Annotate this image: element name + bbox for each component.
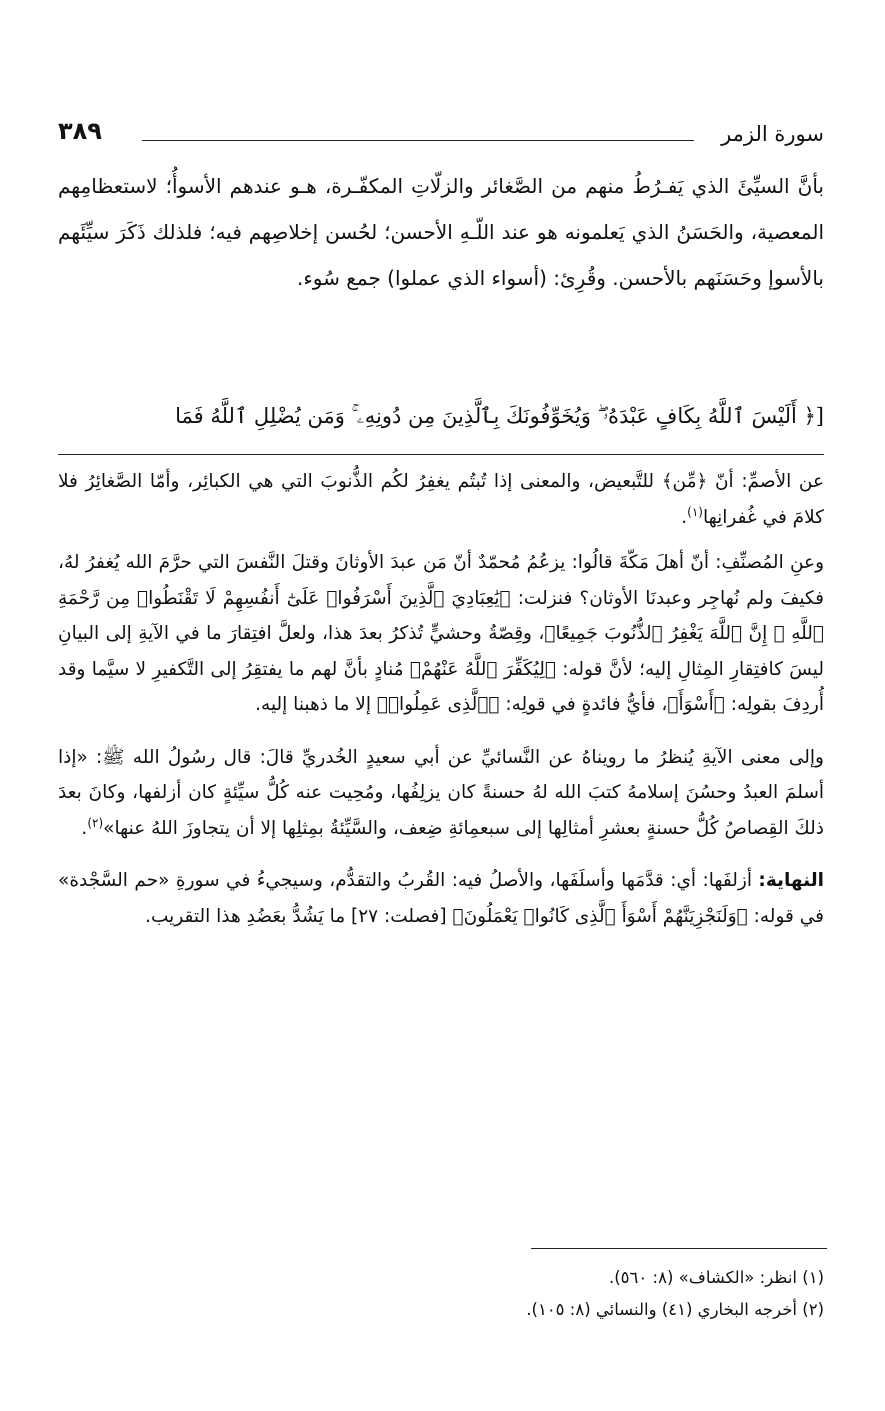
commentary-lower bbox=[58, 464, 824, 951]
quran-verse-line: [﴿ أَلَيْسَ ٱللَّهُ بِكَافٍ عَبْدَهُۥ ۖ وَيُخَوِّفُونَكَ بِٱلَّذِينَ مِن دُونِهِۦ ۚ وَمَن يُضْلِلِ ٱللَّهُ فَمَا bbox=[175, 404, 824, 428]
paragraph-al-asam bbox=[58, 464, 824, 535]
paragraph-end: . bbox=[81, 817, 88, 839]
term-label: النهاية: bbox=[758, 870, 824, 891]
paragraph-end: . bbox=[681, 506, 688, 528]
page-number: ٣٨٩ bbox=[58, 117, 102, 145]
section-divider bbox=[58, 454, 824, 455]
paragraph-text: أزلفَها: أي: قدَّمَها وأسلَفَها، والأصلُ فيه: القُربُ والتقدُّم، وسيجيءُ في سورةِ «حم السَّجْدة» في قوله: ﴿وَلَنَجْزِيَنَّهُمْ أَسْوَأَ ٱلَّذِى كَانُوا۟ يَعْمَلُونَ﴾ [فصلت: ٢٧] ما يَشُدُّ بعَضُدِ هذا التقريب. bbox=[58, 870, 824, 927]
upper-paragraph: بأنَّ السيِّئَ الذي يَفـرُطُ منهم من الصَّغائر والزلّاتِ المكفّـرة، هـو عندهم الأسوأُ؛ لاستعظامِهم المعصية، والحَسَنُ الذي يَعلمونه هو عند اللّـهِ الأحسن؛ لحُسن إخلاصِهم فيه؛ فلذلك ذَكَرَ سيِّئَهم بالأسوإ وحَسَنَهم بالأحسن. وقُرِئ: (أسواء الذي عملوا) جمع سُوء. bbox=[58, 174, 824, 290]
paragraph-nihaya bbox=[58, 863, 824, 934]
footnote-2: (٢) أخرجه البخاري (٤١) والنسائي (٨: ١٠٥). bbox=[526, 1300, 824, 1319]
surah-name: سورة الزمر bbox=[721, 122, 824, 146]
footnote-1: (١) انظر: «الكشاف» (٨: ٥٦٠). bbox=[608, 1268, 824, 1287]
paragraph-musannif bbox=[58, 545, 824, 723]
paragraph-text: وإلى معنى الآيةِ يُنظرُ ما رويناهُ عن النَّسائيِّ عن أبي سعيدٍ الخُدريِّ قالَ: قال رسُولُ الله ﷺ: «إذا أسلمَ العبدُ وحسُنَ إسلامهُ كتبَ الله لهُ حسنةً كان يزلِفُها، ومُحِيت عنه كُلُّ سيِّئةٍ كان أزلفها، وكانَ بعدَ ذلكَ القِصاصُ كُلُّ حسنةٍ بعشرِ أمثالِها إلى سبعمِائةِ ضِعف، والسَّيِّئةُ بمِثلِها إلا أن يتجاوزَ اللهُ عنها» bbox=[58, 746, 824, 839]
footnote-ref-2[interactable]: (٢) bbox=[87, 815, 104, 830]
commentary-upper bbox=[58, 163, 824, 301]
page-header bbox=[58, 114, 824, 162]
paragraph-text: وعنِ المُصنِّفِ: أنّ أهلَ مَكّةَ قالُوا: يزعُمُ مُحمّدٌ أنّ مَن عبدَ الأوثانَ وقتلَ النَّفسَ التي حرَّمَ الله يُغفرُ لهُ، فكيفَ ولم نُهاجِر وعبدنَا الأوثان؟ فنزلت: ﴿يَٰعِبَادِيَ ٱلَّذِينَ أَسْرَفُوا۟ عَلَىٰٓ أَنفُسِهِمْ لَا تَقْنَطُوا۟ مِن رَّحْمَةِ ٱللَّهِ ۚ إِنَّ ٱللَّهَ يَغْفِرُ ٱلذُّنُوبَ جَمِيعًا﴾، وقِصّةُ وحشيٍّ تُذكرُ بعدَ هذا، ولعلَّ افتِقارَ ما في الآيةِ إلى البيانِ ليسَ كافتِقارِ المِثالِ إليه؛ لأنَّ قوله: ﴿لِيُكَفِّرَ ٱللَّهُ عَنْهُمْ﴾ مُنادٍ بأنَّ لهم ما يفتقِرُ إلى التَّكفيرِ لا سيَّما وقد أُردِفَ بقولِه: ﴿أَسْوَأَ﴾، فأيُّ فائدةٍ في قولِه: ﴿ٱلَّذِى عَمِلُوا۟﴾ إلا ما ذهبنا إليه. bbox=[58, 552, 824, 715]
paragraph-hadith bbox=[58, 740, 824, 847]
footnotes bbox=[58, 1262, 824, 1326]
footnote-divider bbox=[531, 1248, 827, 1249]
header-rule bbox=[142, 140, 694, 141]
paragraph-text: عن الأصمِّ: أنّ ﴿مِّن﴾ للتَّبعيض، والمعنى إذا تُبتُم يغفِرُ لكُم الذُّنوبَ التي هي الكبائِر، وأمّا الصَّغائِرُ فلا كلامَ في غُفرانِها bbox=[58, 471, 824, 528]
footnote-ref-1[interactable]: (١) bbox=[687, 504, 703, 519]
